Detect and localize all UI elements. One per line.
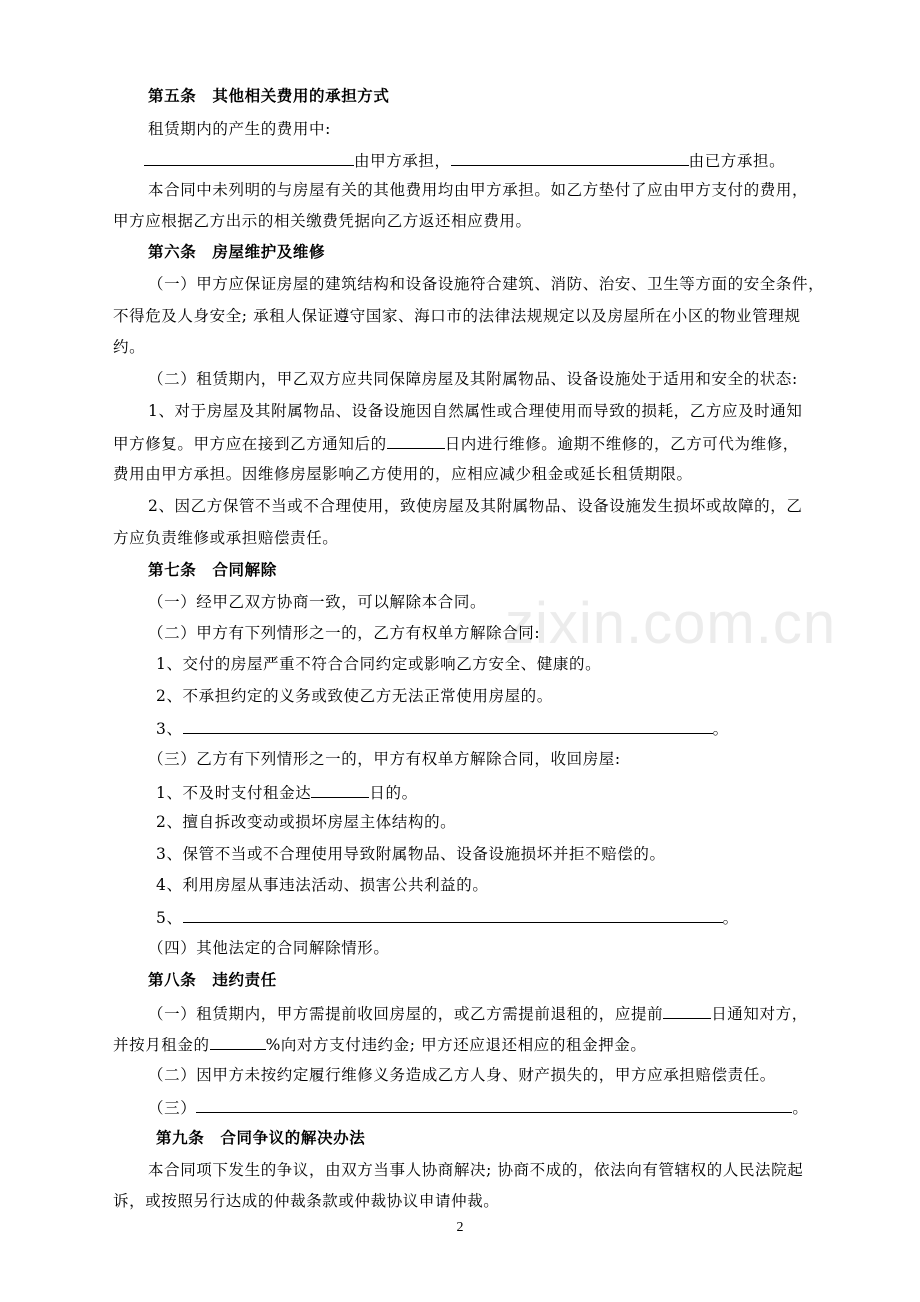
art7-item4: （四）其他法定的合同解除情形。 (148, 939, 390, 957)
article-8-heading: 第八条 违约责任 (148, 970, 277, 989)
art7-item2-sub3: 3、 。 (156, 717, 729, 739)
blank-line (144, 149, 354, 166)
page-number: 2 (456, 1220, 464, 1235)
art7-item3-sub5: 5、 。 (156, 906, 739, 928)
art6-item1-line3: 约。 (113, 338, 146, 356)
art6-sub1-line1: 1、对于房屋及其附属物品、设备设施因自然属性或合理使用而导致的损耗，乙方应及时通知 (148, 402, 803, 420)
art5-paragraph-line2: 甲方应根据乙方出示的相关缴费凭据向乙方返还相应费用。 (113, 212, 532, 230)
art7-item3-sub3: 3、保管不当或不合理使用导致附属物品、设备设施损坏并拒不赔偿的。 (156, 845, 666, 863)
article-7-heading: 第七条 合同解除 (148, 560, 277, 579)
art7-item2-sub2: 2、不承担约定的义务或致使乙方无法正常使用房屋的。 (156, 687, 553, 705)
art8-item3: （三） 。 (148, 1096, 808, 1118)
art7-item2: （二）甲方有下列情形之一的，乙方有权单方解除合同: (148, 624, 541, 642)
blank-days (387, 432, 445, 449)
art8-item1-line1: （一）租赁期内，甲方需提前收回房屋的，或乙方需提前退租的，应提前 日通知对方， (148, 1002, 808, 1024)
blank-line (183, 906, 723, 923)
blank-line (183, 717, 713, 734)
art7-item3: （三）乙方有下列情形之一的，甲方有权单方解除合同，收回房屋: (148, 750, 621, 768)
watermark: zixin.com.cn (505, 591, 837, 656)
art6-item1-line2: 不得危及人身安全; 承租人保证遵守国家、海口市的法律法规规定以及房屋所在小区的物业管理规 (113, 307, 801, 325)
art9-paragraph-line1: 本合同项下发生的争议，由双方当事人协商解决; 协商不成的，依法向有管辖权的人民法院起 (148, 1161, 804, 1179)
blank-percent (210, 1033, 266, 1050)
art5-intro: 租赁期内的产生的费用中: (148, 120, 331, 138)
blank-line (451, 149, 689, 166)
art6-sub2-line2: 方应负责维修或承担赔偿责任。 (113, 529, 339, 547)
art6-item1-line1: （一）甲方应保证房屋的建筑结构和设备设施符合建筑、消防、治安、卫生等方面的安全条件， (148, 275, 825, 293)
article-9-heading: 第九条 合同争议的解决办法 (156, 1128, 366, 1147)
article-5-heading: 第五条 其他相关费用的承担方式 (148, 86, 390, 105)
art7-item1: （一）经甲乙双方协商一致，可以解除本合同。 (148, 593, 487, 611)
art7-item3-sub1: 1、不及时支付租金达 日的。 (156, 781, 418, 803)
art5-paragraph-line1: 本合同中未列明的与房屋有关的其他费用均由甲方承担。如乙方垫付了应由甲方支付的费用， (148, 181, 809, 199)
blank-line (196, 1096, 792, 1113)
art7-item3-sub2: 2、擅自拆改变动或损坏房屋主体结构的。 (156, 813, 457, 831)
blank-days (663, 1002, 711, 1019)
art9-paragraph-line2: 诉，或按照另行达成的仲裁条款或仲裁协议申请仲裁。 (113, 1192, 500, 1210)
art6-sub1-line2: 甲方修复。甲方应在接到乙方通知后的 日内进行维修。逾期不维修的，乙方可代为维修， (113, 432, 799, 454)
art6-sub1-line3: 费用由甲方承担。因维修房屋影响乙方使用的，应相应减少租金或延长租赁期限。 (113, 465, 693, 483)
art7-item3-sub4: 4、利用房屋从事违法活动、损害公共利益的。 (156, 876, 489, 894)
art7-item2-sub1: 1、交付的房屋严重不符合合同约定或影响乙方安全、健康的。 (156, 655, 602, 673)
blank-days (311, 781, 369, 798)
art5-fee-line: 由甲方承担， 由已方承担。 (144, 149, 785, 171)
article-6-heading: 第六条 房屋维护及维修 (148, 242, 326, 261)
art8-item2: （二）因甲方未按约定履行维修义务造成乙方人身、财产损失的，甲方应承担赔偿责任。 (148, 1066, 776, 1084)
art6-item2: （二）租赁期内，甲乙双方应共同保障房屋及其附属物品、设备设施处于适用和安全的状态: (148, 370, 798, 388)
art6-sub2-line1: 2、因乙方保管不当或不合理使用，致使房屋及其附属物品、设备设施发生损坏或故障的，乙 (148, 497, 803, 515)
art8-item1-line2: 并按月租金的 %向对方支付违约金; 甲方还应退还相应的租金押金。 (113, 1033, 647, 1055)
